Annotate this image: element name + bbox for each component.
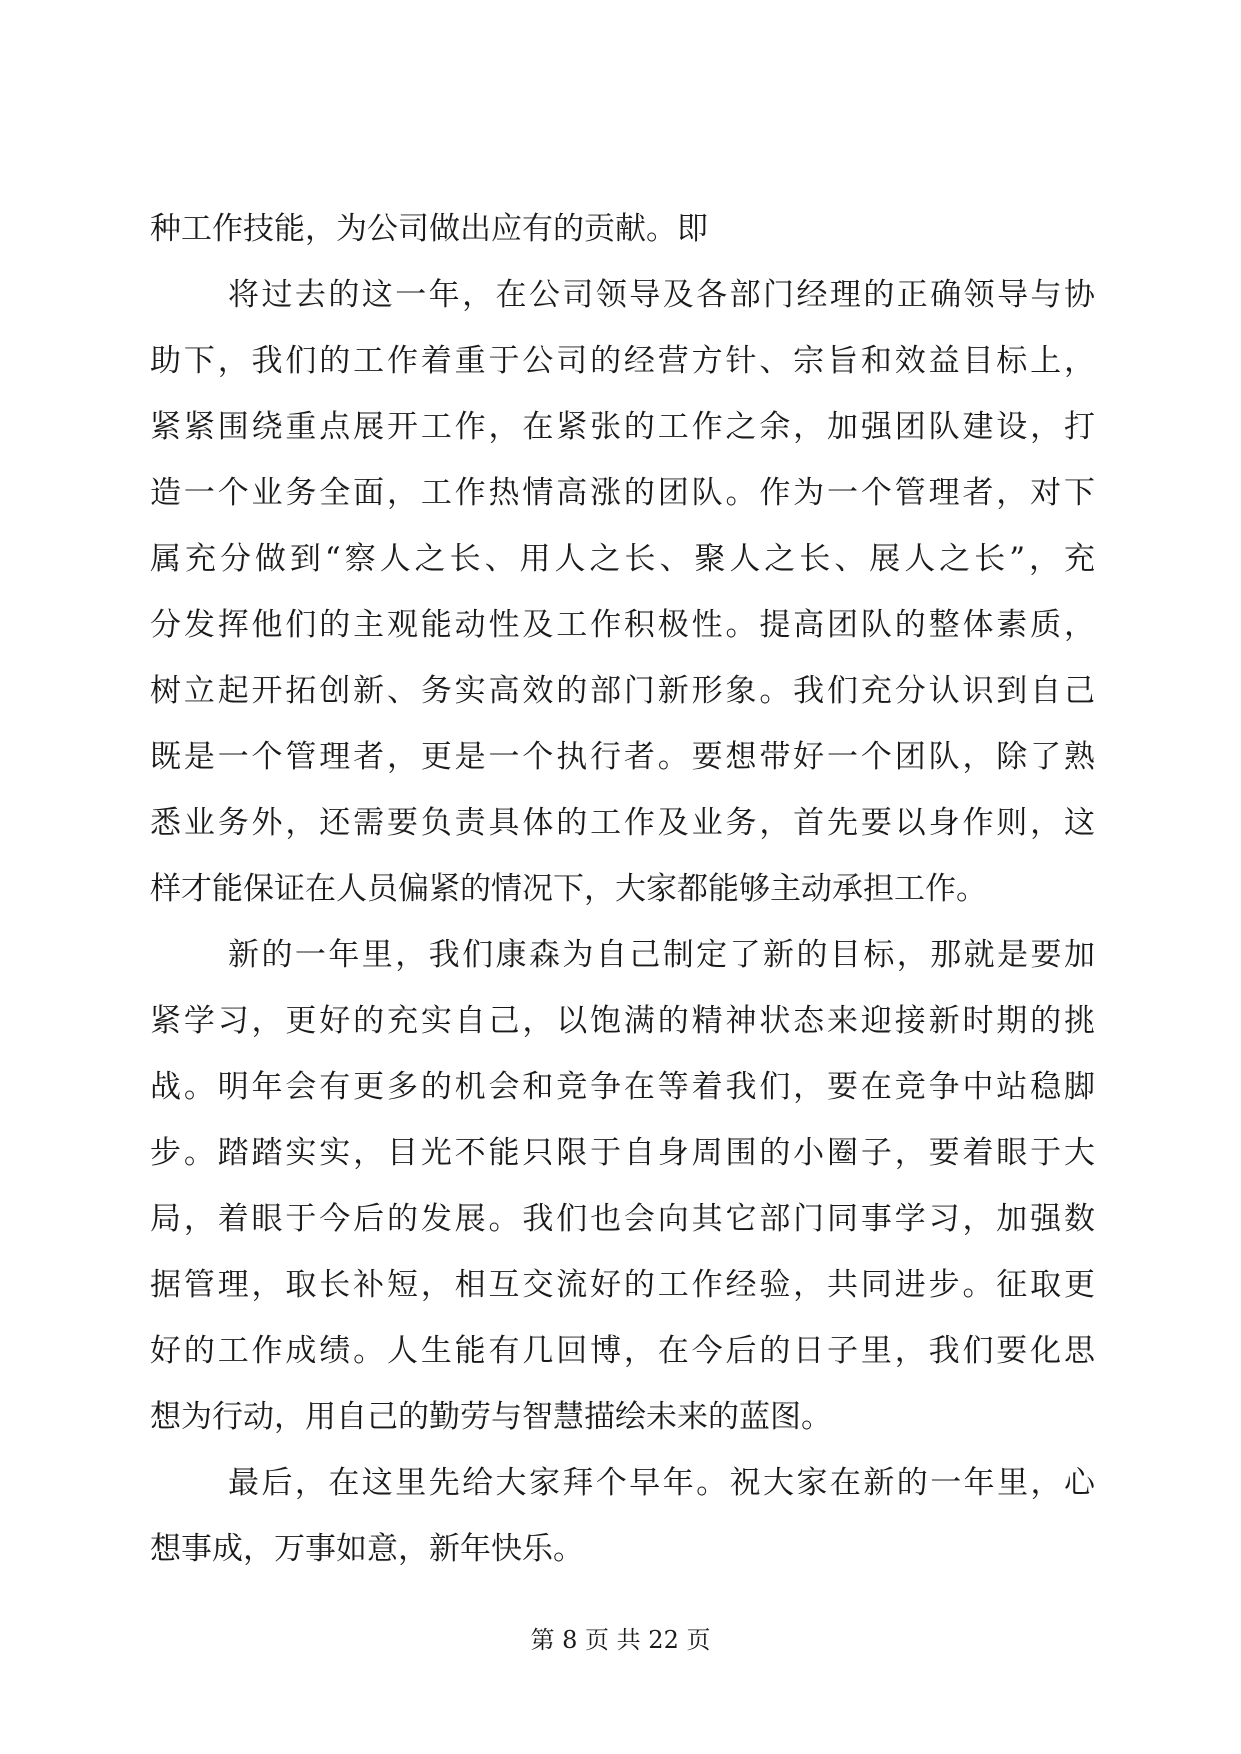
text-line: 战。明年会有更多的机会和竞争在等着我们，要在竞争中站稳脚 (150, 1069, 1095, 1105)
text-line: 树立起开拓创新、务实高效的部门新形象。我们充分认识到自己 (150, 673, 1095, 709)
text-line: 助下，我们的工作着重于公司的经营方针、宗旨和效益目标上， (150, 343, 1095, 379)
text-line: 据管理，取长补短，相互交流好的工作经验，共同进步。征取更 (150, 1267, 1095, 1303)
text-line: 新的一年里，我们康森为自己制定了新的目标，那就是要加 (228, 937, 1095, 973)
text-line: 种工作技能，为公司做出应有的贡献。即 (150, 211, 708, 247)
text-line: 既是一个管理者，更是一个执行者。要想带好一个团队，除了熟 (150, 739, 1095, 775)
text-line: 样才能保证在人员偏紧的情况下，大家都能够主动承担工作。 (150, 871, 987, 907)
text-line: 悉业务外，还需要负责具体的工作及业务，首先要以身作则，这 (150, 805, 1095, 841)
text-line: 属充分做到“察人之长、用人之长、聚人之长、展人之长”，充 (150, 541, 1095, 577)
text-line: 局，着眼于今后的发展。我们也会向其它部门同事学习，加强数 (150, 1201, 1095, 1237)
text-line: 将过去的这一年，在公司领导及各部门经理的正确领导与协 (228, 277, 1095, 313)
text-line: 紧学习，更好的充实自己，以饱满的精神状态来迎接新时期的挑 (150, 1003, 1095, 1039)
page-footer: 第 8 页 共 22 页 (530, 1626, 711, 1654)
text-line: 好的工作成绩。人生能有几回博，在今后的日子里，我们要化思 (150, 1333, 1095, 1369)
text-line: 步。踏踏实实，目光不能只限于自身周围的小圈子，要着眼于大 (150, 1135, 1095, 1171)
text-line: 造一个业务全面，工作热情高涨的团队。作为一个管理者，对下 (150, 475, 1095, 511)
text-line: 分发挥他们的主观能动性及工作积极性。提高团队的整体素质， (150, 607, 1095, 643)
text-line: 紧紧围绕重点展开工作，在紧张的工作之余，加强团队建设，打 (150, 409, 1095, 445)
text-line: 最后，在这里先给大家拜个早年。祝大家在新的一年里，心 (228, 1465, 1095, 1501)
text-line: 想事成，万事如意，新年快乐。 (150, 1531, 584, 1567)
text-line: 想为行动，用自己的勤劳与智慧描绘未来的蓝图。 (150, 1399, 832, 1435)
